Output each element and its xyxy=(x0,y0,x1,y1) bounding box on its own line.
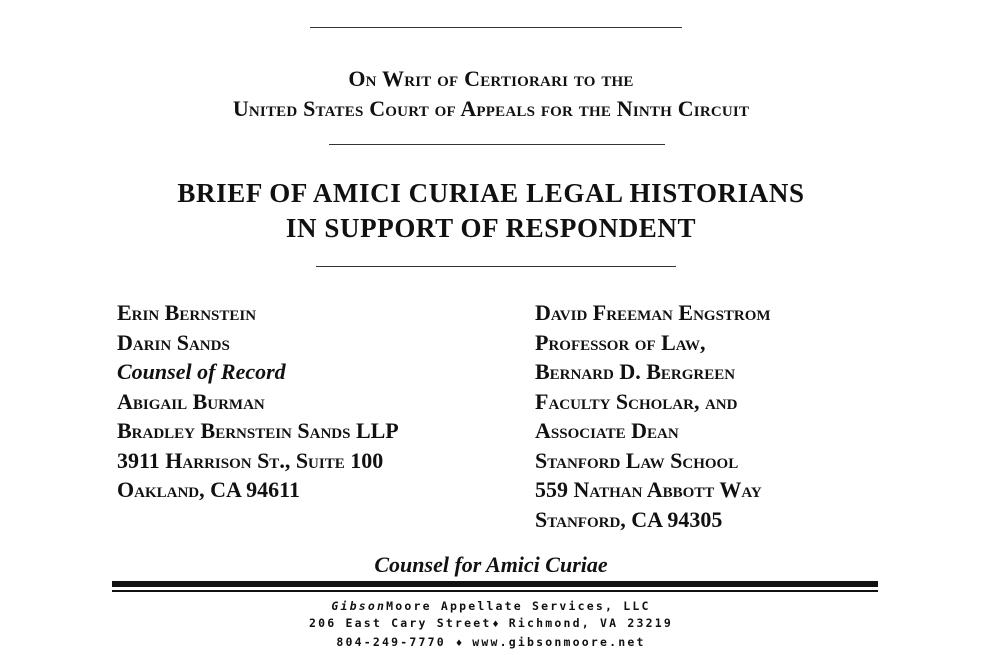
brief-title xyxy=(0,176,982,246)
counsel-name-1: Erin Bernstein xyxy=(117,300,257,325)
diamond-icon: ♦ xyxy=(491,620,500,630)
footer-thick-rule xyxy=(112,581,878,587)
printer-name xyxy=(0,598,982,615)
co-counsel-address-line-2: Stanford, CA 94305 xyxy=(535,506,723,532)
printer-street: 206 East Cary Street xyxy=(309,616,492,630)
counsel-address-line-2: Oakland, CA 94611 xyxy=(117,477,300,502)
printer-contact xyxy=(0,634,982,653)
writ-line-2: United States Court of Appeals for the Ninth Circuit xyxy=(232,96,750,121)
writ-line-1: On Writ of Certiorari to the xyxy=(348,66,634,91)
counsel-of-record-block xyxy=(117,298,399,505)
title-rule xyxy=(316,266,676,267)
printer-brand-italic: Gibson xyxy=(331,599,387,613)
counsel-address-line-1: 3911 Harrison St., Suite 100 xyxy=(117,447,384,473)
co-counsel-name: David Freeman Engstrom xyxy=(535,300,771,325)
brief-title-line-1: BRIEF OF AMICI CURIAE LEGAL HISTORIANS xyxy=(177,178,805,208)
co-counsel-title-2: Bernard D. Bergreen xyxy=(535,359,736,384)
printer-brand-rest: Moore Appellate Services, LLC xyxy=(386,599,651,613)
counsel-for-amici: Counsel for Amici Curiae xyxy=(374,552,608,577)
printer-website: www.gibsonmoore.net xyxy=(472,635,646,649)
writ-rule xyxy=(329,144,665,145)
counsel-name-3: Abigail Burman xyxy=(117,388,265,414)
co-counsel-title-3: Faculty Scholar, and xyxy=(535,388,738,414)
footer-double-rule xyxy=(112,578,878,595)
co-counsel-school: Stanford Law School xyxy=(535,447,739,473)
counsel-role: Counsel of Record xyxy=(117,359,286,384)
co-counsel-title-4: Associate Dean xyxy=(535,418,679,443)
printer-address xyxy=(0,615,982,634)
co-counsel-title-1: Professor of Law, xyxy=(535,329,706,355)
footer-thin-rule xyxy=(112,590,878,592)
writ-heading xyxy=(0,64,982,124)
counsel-firm: Bradley Bernstein Sands LLP xyxy=(117,418,399,443)
top-rule xyxy=(310,27,682,28)
printer-phone: 804-249-7770 xyxy=(336,635,446,649)
brief-title-line-2: IN SUPPORT OF RESPONDENT xyxy=(285,213,697,243)
diamond-icon: ♦ xyxy=(455,639,464,649)
printer-city: Richmond, VA 23219 xyxy=(508,616,673,630)
co-counsel-block xyxy=(535,298,771,534)
co-counsel-address-line-1: 559 Nathan Abbott Way xyxy=(535,477,762,502)
counsel-name-2: Darin Sands xyxy=(117,329,230,355)
printer-footer xyxy=(0,598,982,653)
